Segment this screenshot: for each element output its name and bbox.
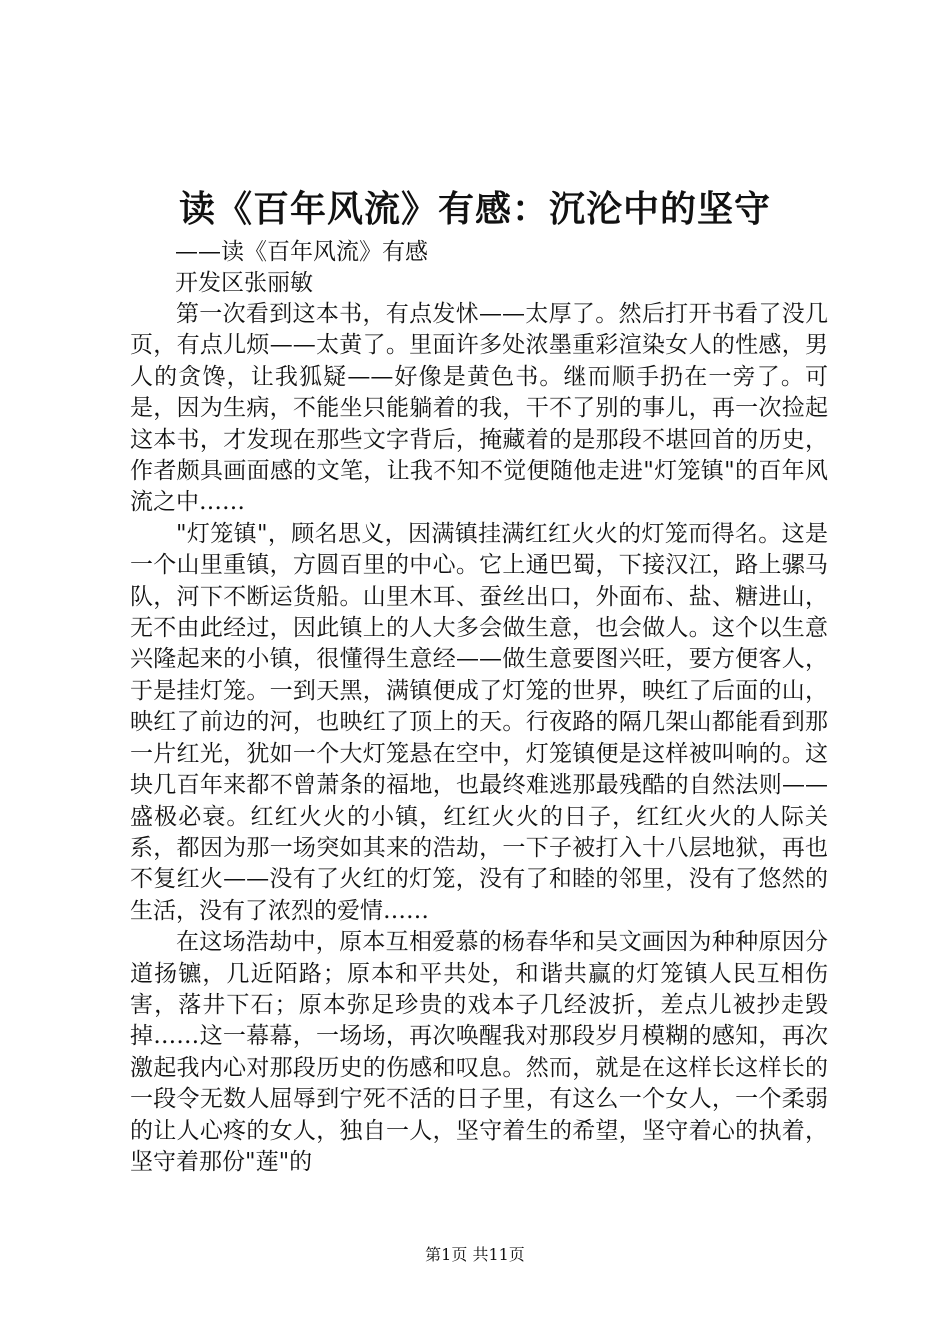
- paragraph: 第一次看到这本书，有点发怵——太厚了。然后打开书看了没几页，有点儿烦——太黄了。里面许多处浓墨重彩渲染女人的性感，男人的贪馋，让我狐疑——好像是黄色书。继而顺手扔在一旁了。可是，因为生病，不能坐只能躺着的我，干不了别的事儿，再一次捡起这本书，才发现在那些文字背后，掩藏着的是那段不堪回首的历史，作者颇具画面感的文笔，让我不知不觉便随他走进"灯笼镇"的百年风流之中……: [130, 301, 828, 516]
- paragraph: 在这场浩劫中，原本互相爱慕的杨春华和吴文画因为种种原因分道扬镳，几近陌路；原本和平共处，和谐共赢的灯笼镇人民互相伤害，落井下石；原本弥足珍贵的戏本子几经波折，差点儿被抄走毁掉……这一幕幕，一场场，再次唤醒我对那段岁月模糊的感知，再次激起我内心对那段历史的伤感和叹息。然而，就是在这样长这样长的一段令无数人屈辱到宁死不活的日子里，有这么一个女人，一个柔弱的让人心疼的女人，独自一人，坚守着生的希望，坚守着心的执着，坚守着那份"莲"的: [130, 929, 828, 1175]
- document-author: 开发区张丽敏: [175, 270, 313, 296]
- page-number: 第1页 共11页: [425, 1245, 525, 1264]
- document-title: 读《百年风流》有感：沉沦中的坚守: [178, 188, 771, 230]
- document-body: [130, 299, 828, 1178]
- paragraph: "灯笼镇"，顾名思义，因满镇挂满红红火火的灯笼而得名。这是一个山里重镇，方圆百里的中心。它上通巴蜀，下接汉江，路上骡马队，河下不断运货船。山里木耳、蚕丝出口，外面布、盐、糖进山，无不由此经过，因此镇上的人大多会做生意，也会做人。这个以生意兴隆起来的小镇，很懂得生意经——做生意要图兴旺，要方便客人，于是挂灯笼。一到天黑，满镇便成了灯笼的世界，映红了后面的山，映红了前边的河，也映红了顶上的天。行夜路的隔几架山都能看到那一片红光，犹如一个大灯笼悬在空中，灯笼镇便是这样被叫响的。这块几百年来都不曾萧条的福地，也最终难逃那最残酷的自然法则——盛极必衰。红红火火的小镇，红红火火的日子，红红火火的人际关系，都因为那一场突如其来的浩劫，一下子被打入十八层地狱，再也不复红火——没有了火红的灯笼，没有了和睦的邻里，没有了悠然的生活，没有了浓烈的爱情……: [130, 520, 828, 924]
- document-subtitle: ——读《百年风流》有感: [175, 239, 428, 265]
